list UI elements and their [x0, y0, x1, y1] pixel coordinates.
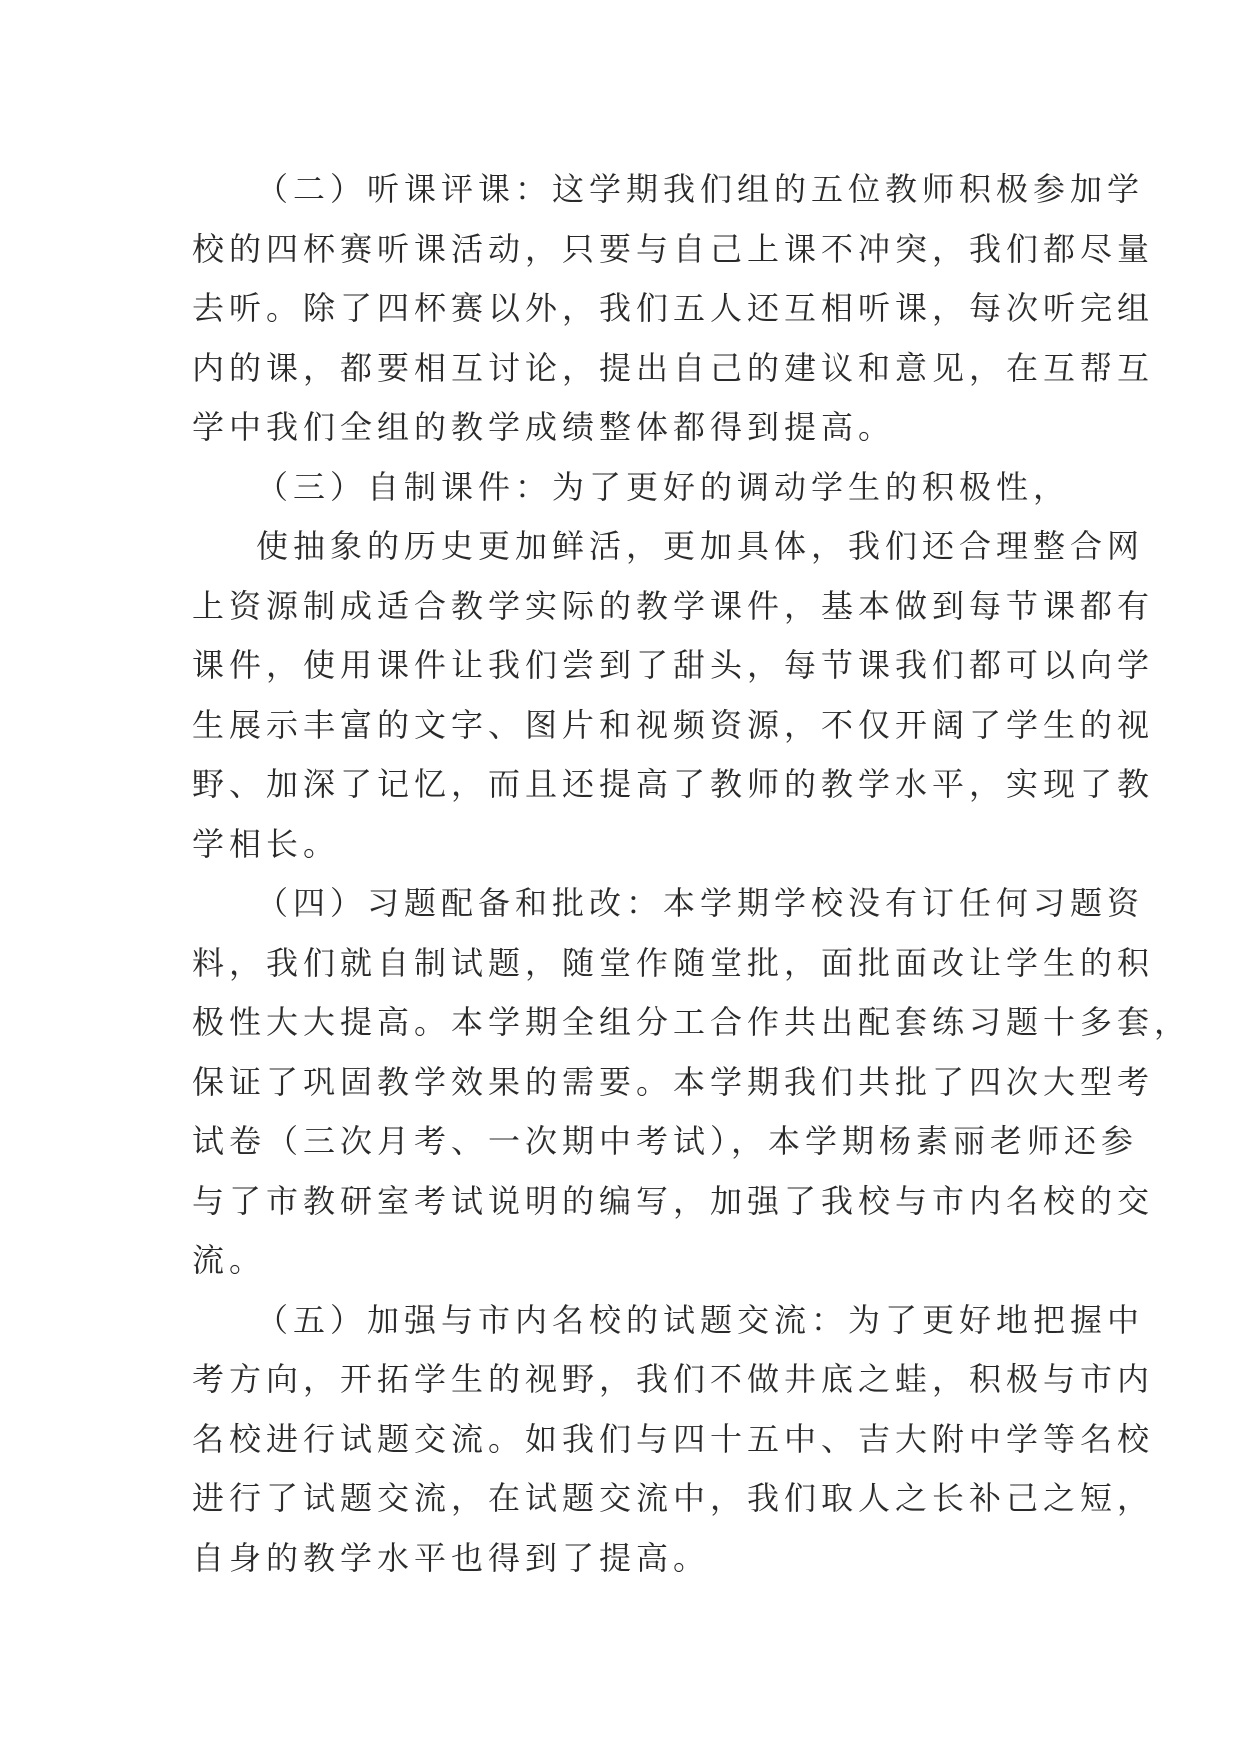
text-line: 名校进行试题交流。如我们与四十五中、吉大附中学等名校 [192, 1419, 1155, 1458]
text-line: （五）加强与市内名校的试题交流：为了更好地把握中 [256, 1300, 1145, 1339]
text-line: 进行了试题交流，在试题交流中，我们取人之长补己之短， [192, 1479, 1155, 1517]
text-line: 保证了巩固教学效果的需要。本学期我们共批了四次大型考 [192, 1062, 1155, 1101]
paragraph-listen-evaluate [192, 160, 1155, 458]
text-line: 与了市教研室考试说明的编写，加强了我校与市内名校的交 [192, 1181, 1155, 1220]
text-line: 上资源制成适合教学实际的教学课件，基本做到每节课都有 [192, 586, 1155, 625]
text-line: 考方向，开拓学生的视野，我们不做井底之蛙，积极与市内 [192, 1360, 1155, 1398]
text-line: 去听。除了四杯赛以外，我们五人还互相听课，每次听完组 [192, 289, 1155, 327]
document-body [192, 160, 1192, 1588]
text-line: 流。 [192, 1241, 267, 1279]
text-line: 极性大大提高。本学期全组分工合作共出配套练习题十多套， [192, 1003, 1192, 1041]
paragraph-courseware-continued [192, 517, 1155, 874]
text-line: 学相长。 [192, 824, 341, 863]
text-line: 使抽象的历史更加鲜活，更加具体，我们还合理整合网 [256, 527, 1145, 565]
text-line: 课件，使用课件让我们尝到了甜头，每节课我们都可以向学 [192, 646, 1155, 684]
text-line: 生展示丰富的文字、图片和视频资源，不仅开阔了学生的视 [192, 705, 1155, 744]
text-line: 学中我们全组的教学成绩整体都得到提高。 [192, 408, 896, 446]
text-line: 校的四杯赛听课活动，只要与自己上课不冲突，我们都尽量 [192, 229, 1155, 268]
text-line: 自身的教学水平也得到了提高。 [192, 1538, 711, 1577]
text-line: （二）听课评课：这学期我们组的五位教师积极参加学 [256, 170, 1145, 208]
text-line: （三）自制课件：为了更好的调动学生的积极性， [256, 467, 1071, 506]
paragraph-exam-exchange [192, 1291, 1155, 1589]
text-line: 野、加深了记忆，而且还提高了教师的教学水平，实现了教 [192, 765, 1155, 803]
paragraph-exercises [192, 874, 1192, 1291]
paragraph-courseware [192, 458, 1072, 518]
text-line: 料，我们就自制试题，随堂作随堂批，面批面改让学生的积 [192, 943, 1155, 982]
text-line: 试卷（三次月考、一次期中考试），本学期杨素丽老师还参 [192, 1122, 1139, 1160]
text-line: 内的课，都要相互讨论，提出自己的建议和意见，在互帮互 [192, 348, 1155, 387]
text-line: （四）习题配备和批改：本学期学校没有订任何习题资 [256, 884, 1145, 922]
